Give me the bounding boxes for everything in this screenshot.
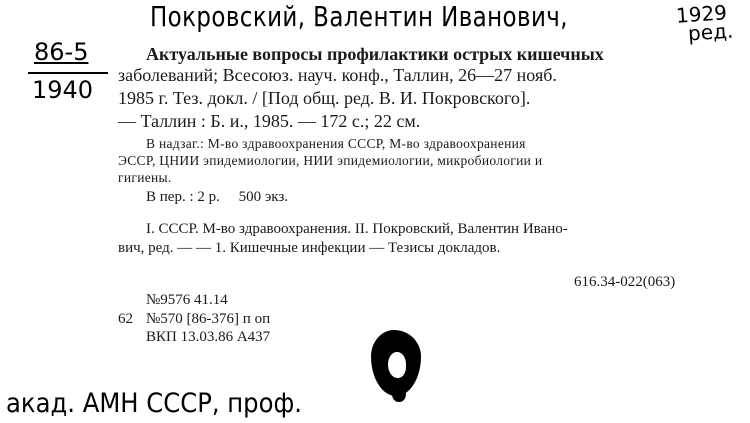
handwritten-editor-note: ред. (687, 18, 734, 46)
ink-blot-highlight (388, 352, 406, 378)
tracing-line: I. СССР. М-во здравоохранения. II. Покровский, Валентин Ивано- (146, 221, 568, 237)
tracing-line: вич, ред. — — 1. Кишечные инфекции — Тезисы докладов. (118, 240, 501, 256)
classification-divider (28, 72, 108, 74)
card-number-prefix: 62 (118, 311, 133, 327)
book-title: Актуальные вопросы профилактики острых кишечных (146, 44, 604, 64)
ink-blot-drip (392, 384, 406, 402)
title-continuation: заболеваний; Всесоюз. науч. конф., Таллин, 26—27 нояб. (118, 65, 557, 85)
handwritten-birth-year: 1929 (675, 0, 728, 28)
handwritten-author: Покровский, Валентин Иванович, (150, 0, 568, 33)
note-line: ЭССР, ЦНИИ эпидемиологии, НИИ эпидемиологии, микробиологии и (118, 153, 543, 168)
handwritten-classification-year: 1940 (32, 76, 94, 104)
price-and-copies: В пер. : 2 р. 500 экз. (146, 189, 289, 205)
note-line: В надзаг.: М-во здравоохранения СССР, М-во здравоохранения (146, 136, 526, 151)
publication-details: 1985 г. Тез. докл. / [Под общ. ред. В. И. Покровского]. (118, 88, 531, 108)
accession-number: №9576 41.14 (146, 292, 228, 308)
vkp-record: ВКП 13.03.86 А437 (146, 329, 271, 345)
note-line: гигиены. (118, 170, 172, 185)
udc-code: 616.34-022(063) (574, 274, 676, 290)
imprint-line: — Таллин : Б. и., 1985. — 172 с.; 22 см. (118, 111, 421, 131)
handwritten-classification: 86-5 (34, 38, 89, 66)
order-number: №570 [86-376] п оп (146, 311, 271, 327)
handwritten-academic-title: акад. АМН СССР, проф. (6, 388, 302, 419)
